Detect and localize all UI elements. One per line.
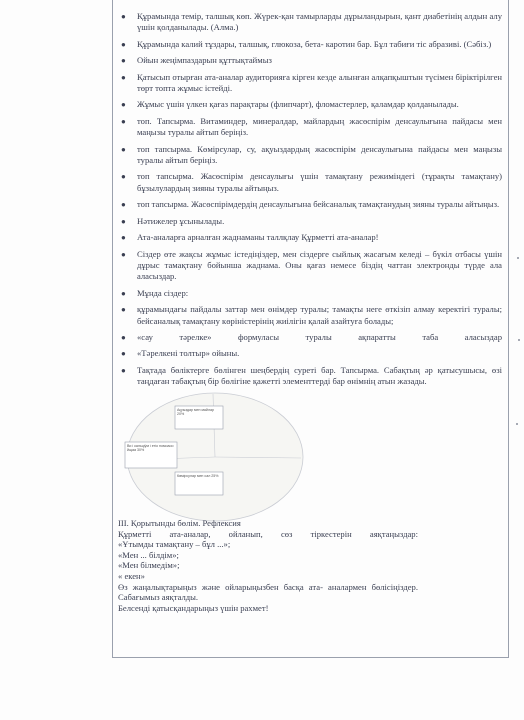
list-item: ● Ата-аналарға арналған жаднаманы таллқлау Құрметті ата-аналар! [121, 232, 379, 243]
bullet-icon: ● [121, 288, 126, 298]
bullet-icon: ● [121, 39, 126, 49]
table-right-border [508, 0, 509, 658]
list-item: ● Тақтада бөліктерге бөлінген шеңбердің суреті бар. Тапсырма. Сабақтың әр қатысушысы, өзі таңдаған табақтың бір бөлігіне қажетті элементтерді бар өнімнің атын жазады. [121, 364, 502, 387]
bullet-icon: ● [121, 200, 126, 210]
list-item: ● Ойын жеңімпаздарын құттықтаймыз [121, 55, 272, 66]
list-item: ● Нәтижелер ұсынылады. [121, 215, 225, 226]
section-line: «Ұтымды тамақтану – бұл ...»; [118, 539, 231, 550]
bullet-icon: ● [121, 12, 126, 21]
section-line: Белсенді қатысқандарыңыз үшін рахмет! [118, 602, 269, 613]
bullet-icon: ● [121, 72, 126, 82]
section-line: Өз жаңалықтарыңыз және ойларыңызбен басқа ата- аналармен бөлісіңіздер. [118, 581, 418, 592]
list-item: ● «сау тәрелке» формуласы туралы ақпаратты таба аласыздар [121, 331, 502, 342]
bullet-icon: ● [121, 349, 126, 359]
section-line: «Мен ... білдім»; [118, 549, 179, 560]
list-item: ● топ тапсырма. Жасөспірім денсаулығы үшін тамақтану режиміндегі (тұрақты тамақтану) бұзылулардың зияны туралы айтыңыз. [121, 171, 502, 193]
bullet-icon: ● [121, 249, 126, 259]
section-line: «Мен білмедім»; [118, 560, 180, 571]
plate-label-bottom: Көмірсулар мен сал 25% [177, 474, 219, 478]
list-item: ● Сіздер өте жақсы жұмыс істедіңіздер, мен сіздерге сыйлық жасағым келеді – бүкіл отбасы үшін дұрыс тамақтану бойынша жаднама. Оны қағаз немесе біздің чаттан электронды түрде ала аласыздар. [121, 248, 502, 282]
bullet-icon: ● [121, 116, 126, 126]
bullet-icon: ● [121, 216, 126, 226]
list-item: ● құрамындағы пайдалы заттар мен өнімдер туралы; тамақты неге өткізіп алмау керектігі туралы; бейсаналық тамақтану көріністерінің жиілігін қалай азайтуға болады; [121, 304, 502, 326]
list-item: ● Жұмыс үшін үлкен қағаз парақтары (флипчарт), фломастерлер, қаламдар қолданылады. [121, 99, 459, 110]
bullet-icon: ● [121, 100, 126, 110]
list-item: ● топ тапсырма. Жасөспірімдердің денсаулығына бейсаналық тамақтанудың зияны туралы айтыңыз. [121, 199, 500, 210]
plate-circle-diagram [115, 392, 315, 522]
section-line: « екен» [118, 570, 145, 581]
list-item: ● Мұнда сіздер: [121, 287, 189, 298]
bullet-icon: ● [121, 332, 126, 342]
bullet-icon: ● [121, 172, 126, 182]
scan-speck [518, 339, 520, 341]
plate-label-left: Ви і кальціу́м і етіо помоаоо йщаа 30% [127, 444, 174, 453]
section-heading: III. Қорытынды бөлім. Рефлексия [118, 518, 241, 528]
section-line: Сабағымыз аяқталды. [118, 592, 199, 603]
section-line: Құрметті ата-аналар, ойланып, сөз тіркестерін аяқтаңыздар: [118, 528, 418, 539]
table-bottom-border [112, 657, 509, 658]
bullet-icon: ● [121, 365, 126, 375]
bullet-list [118, 11, 502, 393]
list-item: ● Қатысып отырған ата-аналар аудиторияға кірген кезде алынған алқапқыштын түсімен біріктірілген төрт топта жұмыс істейді. [121, 71, 502, 94]
bullet-icon: ● [121, 305, 126, 315]
list-item: ● «Тәрелкені толтыр» ойыны. [121, 348, 240, 359]
table-left-border [112, 0, 113, 658]
plate-label-top: Ақуыздар мен майлар 20% [177, 408, 215, 417]
list-item: ● Құрамында калий тұздары, талшық, глюкоза, бета- каротин бар. Бұл табиғи тіс абразиві. (Сәбіз.) [121, 38, 492, 49]
scan-speck [516, 423, 518, 425]
reflection-section [118, 518, 418, 613]
list-item: ● Құрамында темір, талшық көп. Жүрек-қан тамырларды дұрыландырын, қант диабетінің алдын алу үшін қолданылады. (Алма.) [121, 11, 502, 33]
bullet-icon: ● [121, 233, 126, 243]
list-item: ● топ. Тапсырма. Витаминдер, минералдар, майлардың жасөспірім денсаулығына пайдасы мен маңызы туралы айтып беріңіз. [121, 115, 502, 138]
bullet-icon: ● [121, 56, 126, 66]
list-item: ● топ тапсырма. Көмірсулар, су, ақуыздардың жасөспірім денсаулығына пайдасы мен маңызы туралы айтып беріңіз. [121, 143, 502, 166]
scan-speck [517, 257, 519, 259]
bullet-icon: ● [121, 144, 126, 154]
